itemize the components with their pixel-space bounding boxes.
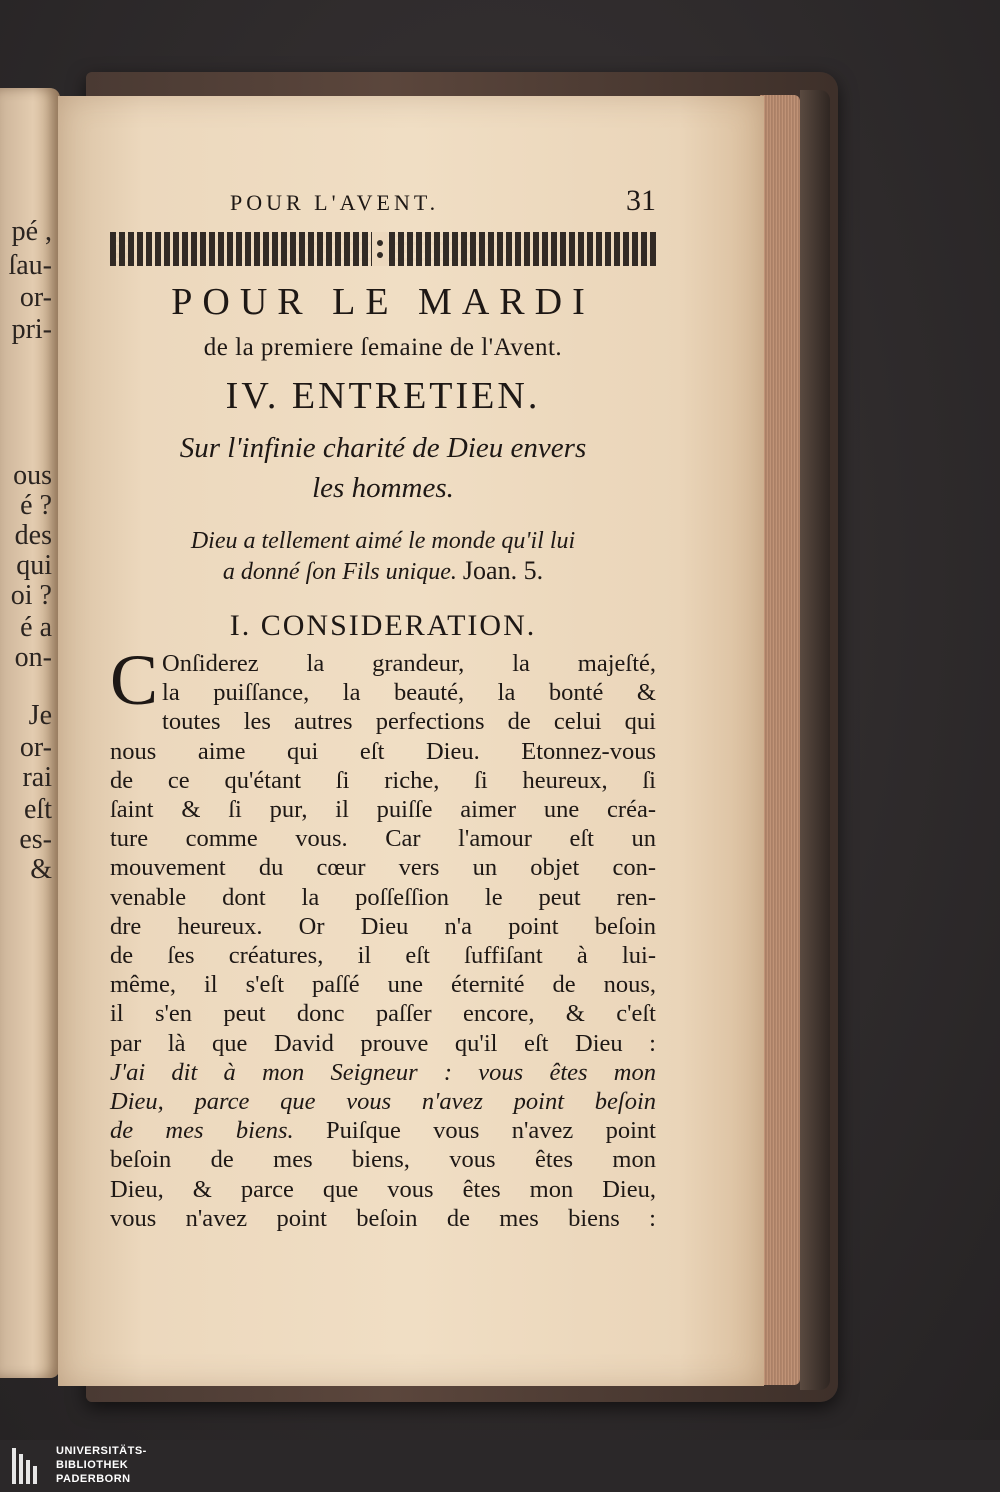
roman-fragment: Puiſque vous n'avez point <box>326 1117 656 1145</box>
body-line: beſoin de mes biens, vous êtes mon <box>110 1146 656 1174</box>
body-line: venable dont la poſſeſſion le peut ren- <box>110 883 656 911</box>
scripture-reference: Joan. 5. <box>462 556 544 585</box>
body-line: de ſes créatures, il eſt ſuffiſant à lui- <box>110 942 656 970</box>
page-content <box>110 184 656 1233</box>
scripture-text: a donné ſon Fils unique. <box>222 559 457 585</box>
ornament-divider <box>372 232 388 266</box>
subject-line: Sur l'infinie charité de Dieu envers <box>179 432 587 464</box>
left-fragment: or- <box>19 282 52 313</box>
body-line: par là que David prouve qu'il eſt Dieu : <box>110 1029 656 1057</box>
left-fragment: eſt <box>24 794 52 825</box>
ornament-band <box>110 232 656 266</box>
previous-page-edge <box>0 88 60 1378</box>
cover-edge <box>800 90 830 1390</box>
body-line: même, il s'eſt paſſé une éternité de nous, <box>110 971 656 999</box>
left-fragment: oi ? <box>10 580 52 611</box>
left-fragment: rai <box>22 762 52 793</box>
consideration-heading: I. CONSIDERATION. <box>229 609 537 642</box>
scripture-line <box>110 556 656 587</box>
subject-heading <box>110 428 656 508</box>
library-name-line: BIBLIOTHEK <box>56 1459 129 1471</box>
library-name <box>56 1444 147 1486</box>
body-line: ture comme vous. Car l'amour eſt un <box>110 825 656 853</box>
body-line: de ce qu'étant ſi riche, ſi heureux, ſi <box>110 766 656 794</box>
library-name-line: UNIVERSITÄTS- <box>56 1445 147 1457</box>
left-fragment: pé , <box>11 216 52 247</box>
left-fragment: é ? <box>20 490 52 521</box>
italic-fragment: de mes biens. <box>110 1117 294 1145</box>
day-subtitle: de la premiere ſemaine de l'Avent. <box>203 334 563 361</box>
body-line: Onſiderez la grandeur, la majeſté, <box>162 650 656 677</box>
page-edges <box>760 95 800 1385</box>
body-line: nous aime qui eſt Dieu. Etonnez-vous <box>110 737 656 765</box>
library-footer <box>0 1440 1000 1492</box>
day-title: POUR LE MARDI <box>171 281 595 323</box>
left-fragment: ſau- <box>8 250 52 281</box>
body-line: ſaint & ſi pur, il puiſſe aimer une créa- <box>110 796 656 824</box>
body-line: vous n'avez point beſoin de mes biens : <box>110 1204 656 1232</box>
body-text <box>110 640 656 1233</box>
running-title: POUR L'AVENT. <box>230 190 440 215</box>
left-fragment: qui <box>16 550 52 581</box>
left-fragment: es- <box>19 824 52 855</box>
left-fragment: ous <box>13 460 52 491</box>
left-fragment: Je <box>28 700 52 731</box>
left-fragment: é a <box>20 612 52 643</box>
book-page <box>58 96 764 1386</box>
subject-line: les hommes. <box>312 472 454 504</box>
library-logo-icon <box>12 1448 48 1484</box>
page-number: 31 <box>626 184 656 217</box>
scripture-quote <box>110 526 656 587</box>
section-heading: IV. ENTRETIEN. <box>225 375 541 417</box>
body-line-italic: J'ai dit à mon Seigneur : vous êtes mon <box>110 1058 656 1086</box>
running-head <box>110 184 656 224</box>
library-name-line: PADERBORN <box>56 1473 131 1485</box>
left-fragment: des <box>14 520 52 551</box>
body-line-mixed <box>110 1116 656 1145</box>
body-line: mouvement du cœur vers un objet con- <box>110 854 656 882</box>
body-line: Dieu, & parce que vous êtes mon Dieu, <box>110 1175 656 1203</box>
body-line: il s'en peut donc paſſer encore, & c'eſt <box>110 1000 656 1028</box>
left-fragment: & <box>30 854 52 885</box>
left-fragment: on- <box>14 642 52 673</box>
body-line: dre heureux. Or Dieu n'a point beſoin <box>110 912 656 940</box>
left-fragment: pri- <box>11 314 52 345</box>
left-fragment: or- <box>19 732 52 763</box>
body-line: la puiſſance, la beauté, la bonté & <box>162 679 656 707</box>
body-line: toutes les autres perfections de celui qui <box>162 708 656 736</box>
scripture-line: Dieu a tellement aimé le monde qu'il lui <box>190 528 576 554</box>
drop-capital: C <box>110 640 159 720</box>
body-line-italic: Dieu, parce que vous n'avez point beſoin <box>110 1088 656 1116</box>
